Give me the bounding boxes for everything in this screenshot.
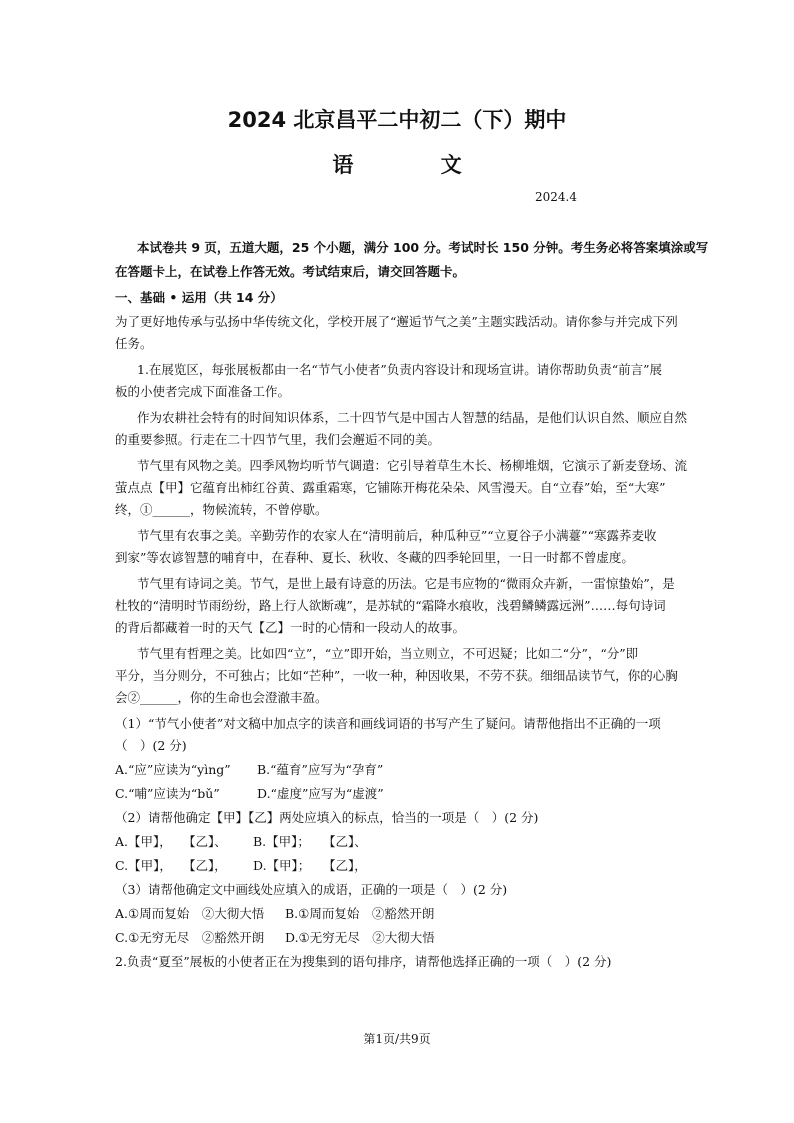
sub1-option-d: D.“虚度”应写为“虚渡” (257, 786, 384, 801)
q1-line-1: 1.在展览区，每张展板都由一名“节气小使者”负责内容设计和现场宣讲。请你帮助负责“前言”展 (137, 362, 662, 377)
sub1-stem-2: （ ）(2 分) (115, 738, 187, 753)
passage-p2b: 萤点点【甲】它蕴育出柿红谷黄、露重霜寒，它铺陈开梅花朵朵、风雪漫天。自“立春”始，至“大寒” (115, 480, 666, 495)
sub2-option-d-2: 【乙】， (323, 858, 367, 873)
sub1-option-c: C.“哺”应读为“bǔ” (115, 786, 220, 801)
passage-p4b: 杜牧的“清明时节雨纷纷，路上行人欲断魂”，是苏轼的“霜降水痕收，浅碧鳞鳞露远洲”……每句诗词 (115, 598, 666, 613)
passage-p5a: 节气里有哲理之美。比如四“立”，“立”即开始，当立则立，不可迟疑；比如二“分”，“分”即 (137, 646, 639, 661)
passage-p5b: 平分，当分则分，不可独占；比如“芒种”，一收一种，种因收果，不劳不获。细细品读节气，你的心胸 (115, 668, 678, 683)
sub3-option-d: D.①无穷无尽 ②大彻大悟 (285, 930, 435, 945)
section-heading: 一、基础 • 运用（共 14 分） (115, 290, 283, 305)
q2-stem: 2.负责“夏至”展板的小使者正在为搜集到的语句排序，请帮他选择正确的一项（ ）(2 分) (115, 954, 612, 969)
sub2-option-a-1: A.【甲】， (115, 834, 172, 849)
passage-p3b: 到家”等农谚智慧的哺育中，在春种、夏长、秋收、冬藏的四季轮回里，一日一时都不曾虚度。 (115, 550, 634, 565)
subject-title: 语 文 (332, 153, 502, 177)
sub2-option-c-1: C.【甲】， (115, 858, 172, 873)
section-desc-1: 为了更好地传承与弘扬中华传统文化，学校开展了“邂逅节气之美”主题实践活动。请你参与并完成下列 (115, 314, 678, 329)
passage-p2c: 终，①______，物候流转，不曾停歇。 (115, 502, 328, 517)
sub1-stem-1: （1）“节气小使者”对文稿中加点字的读音和画线词语的书写产生了疑问。请帮他指出不正确的一项 (115, 716, 661, 731)
intro-line-1: 本试卷共 9 页，五道大题，25 个小题，满分 100 分。考试时长 150 分钟。考生务必将答案填涂或写 (137, 240, 709, 255)
passage-p4c: 的背后都藏着一时的天气【乙】一时的心情和一段动人的故事。 (115, 620, 466, 635)
section-desc-2: 任务。 (115, 336, 153, 351)
sub2-option-a-2: 【乙】、 (183, 834, 227, 849)
passage-p2a: 节气里有风物之美。四季风物均听节气调遣：它引导着草生木长、杨柳堆烟，它演示了新麦登场、流 (137, 458, 688, 473)
intro-line-2: 在答题卡上，在试卷上作答无效。考试结束后，请交回答题卡。 (115, 264, 466, 279)
sub3-option-b: B.①周而复始 ②豁然开朗 (285, 906, 435, 921)
q1-line-2: 板的小使者完成下面准备工作。 (115, 384, 291, 399)
passage-p5c: 会②______，你的生命也会澄澈丰盈。 (115, 690, 328, 705)
sub1-option-a: A.“应”应读为“yìng” (115, 762, 231, 777)
sub2-option-c-2: 【乙】， (183, 858, 227, 873)
sub2-option-d-1: D.【甲】； (253, 858, 311, 873)
sub3-option-a: A.①周而复始 ②大彻大悟 (115, 906, 265, 921)
sub2-option-b-1: B.【甲】； (253, 834, 310, 849)
exam-date: 2024.4 (535, 190, 577, 204)
sub2-stem: （2）请帮他确定【甲】【乙】两处应填入的标点，恰当的一项是（ ）(2 分) (115, 810, 539, 825)
page-footer: 第1页/共9页 (363, 1032, 431, 1046)
sub3-stem: （3）请帮他确定文中画线处应填入的成语，正确的一项是（ ）(2 分) (115, 882, 508, 897)
passage-p3a: 节气里有农事之美。辛勤劳作的农家人在“清明前后，种瓜种豆”“立夏谷子小满薹”“寒露荞麦收 (137, 528, 657, 543)
page-title: 2024 北京昌平二中初二（下）期中 (227, 108, 567, 132)
passage-p1b: 的重要参照。行走在二十四节气里，我们会邂逅不同的美。 (115, 432, 441, 447)
passage-p4a: 节气里有诗词之美。节气，是世上最有诗意的历法。它是韦应物的“微雨众卉新，一雷惊蛰始”，是 (137, 576, 675, 591)
sub2-option-b-2: 【乙】、 (323, 834, 367, 849)
sub1-option-b: B.“蕴育”应写为“孕育” (257, 762, 384, 777)
sub3-option-c: C.①无穷无尽 ②豁然开朗 (115, 930, 265, 945)
passage-p1a: 作为农耕社会特有的时间知识体系，二十四节气是中国古人智慧的结晶，是他们认识自然、顺应自然 (137, 410, 688, 425)
